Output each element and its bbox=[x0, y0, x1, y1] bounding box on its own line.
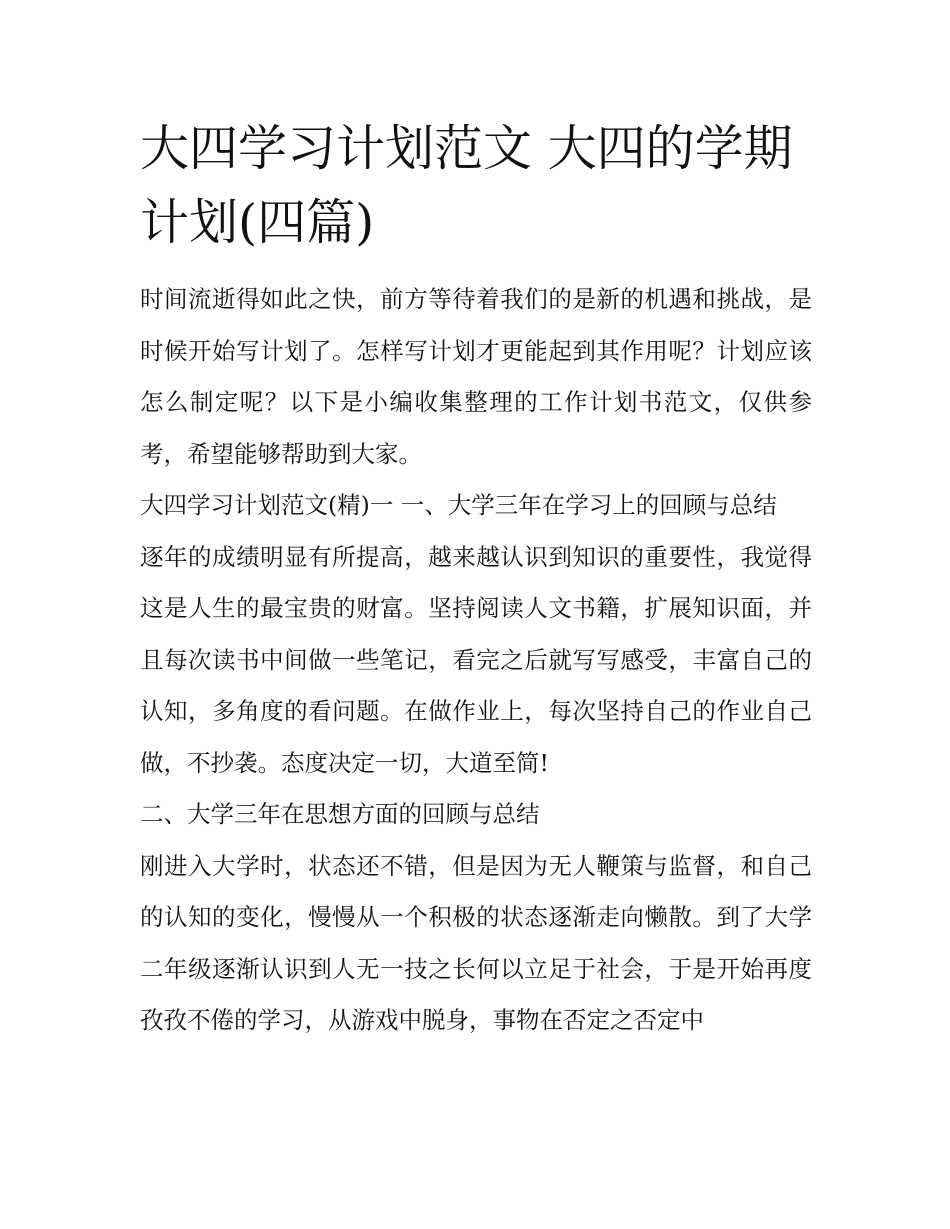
intro-paragraph: 时间流逝得如此之快，前方等待着我们的是新的机遇和挑战，是时候开始写计划了。怎样写计划才更能起到其作用呢？计划应该怎么制定呢？以下是小编收集整理的工作计划书范文，仅供参考，希望能够帮助到大家。 bbox=[140, 285, 812, 468]
section-heading-study-review: 大四学习计划范文(精)一 一、大学三年在学习上的回顾与总结 bbox=[140, 491, 777, 519]
document-body bbox=[140, 274, 812, 1047]
thought-review-paragraph: 刚进入大学时，状态还不错，但是因为无人鞭策与监督，和自己的认知的变化，慢慢从一个积极的状态逐渐走向懒散。到了大学二年级逐渐认识到人无一技之长何以立足于社会，于是开始再度孜孜不倦的学习，从游戏中脱身，事物在否定之否定中 bbox=[140, 851, 812, 1034]
section-heading-thought-review: 二、大学三年在思想方面的回顾与总结 bbox=[140, 800, 540, 828]
study-review-paragraph: 逐年的成绩明显有所提高，越来越认识到知识的重要性，我觉得这是人生的最宝贵的财富。坚持阅读人文书籍，扩展知识面，并且每次读书中间做一些笔记，看完之后就写写感受，丰富自己的认知，多角度的看问题。在做作业上，每次坚持自己的作业自己做，不抄袭。态度决定一切，大道至简! bbox=[140, 542, 812, 777]
document-page bbox=[140, 112, 812, 1047]
document-title: 大四学习计划范文 大四的学期计划(四篇) bbox=[140, 120, 793, 251]
